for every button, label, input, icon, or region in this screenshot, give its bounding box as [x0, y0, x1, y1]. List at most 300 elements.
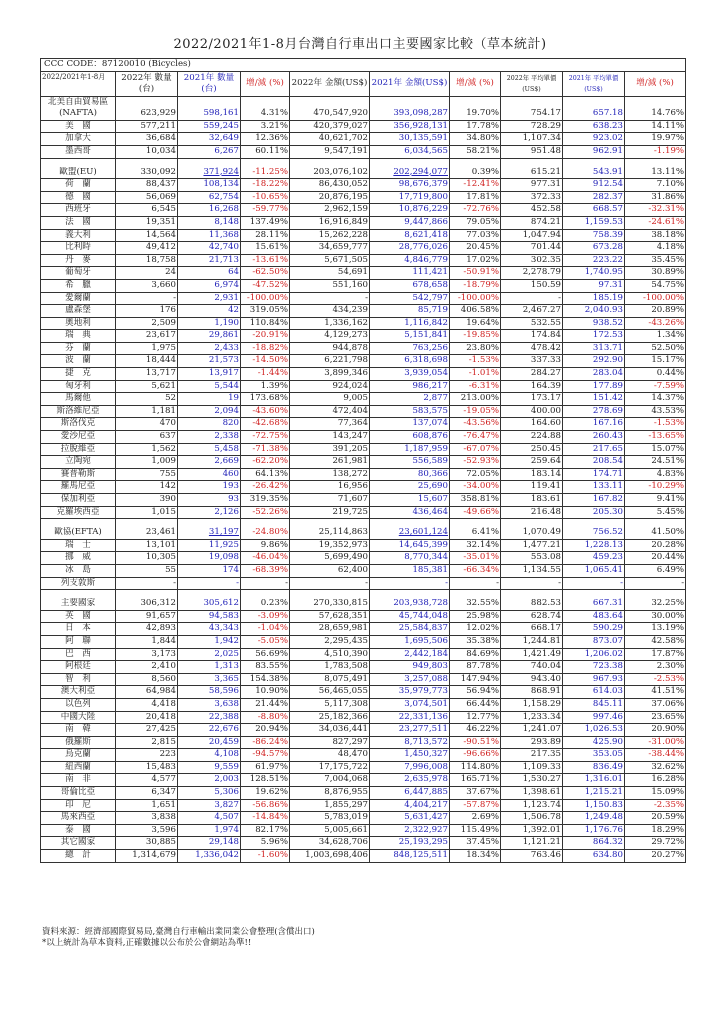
table-row [41, 317, 686, 330]
qty-change-cell: 319.05% [241, 305, 290, 318]
country-name: 巴 西 [41, 648, 116, 661]
unit-price-2022-cell: 1,233.34 [501, 711, 563, 724]
unit-price-2022-cell: 1,123.74 [501, 799, 563, 812]
value-2021-cell: 85,719 [370, 305, 450, 318]
qty-2021-cell: 1,313 [178, 661, 241, 674]
spacer-cell [501, 590, 563, 599]
header-row [41, 71, 686, 96]
qty-change-cell: -24.80% [241, 527, 290, 539]
unit-price-2022-cell: 532.55 [501, 317, 563, 330]
qty-change-cell: 110.84% [241, 317, 290, 330]
unit-price-change-cell: 15.17% [625, 355, 686, 368]
qty-2022-cell: 4,577 [116, 774, 178, 787]
unit-price-change-cell: 20.59% [625, 812, 686, 825]
value-2021-cell: 80,366 [370, 468, 450, 481]
qty-2022-cell: 2,410 [116, 661, 178, 674]
country-name: 英 國 [41, 610, 116, 623]
unit-price-2022-cell: - [501, 577, 563, 590]
value-change-cell: 18.34% [450, 850, 501, 863]
value-2022-cell: 16,956 [290, 481, 370, 494]
value-2021-cell: 23,601,124 [370, 527, 450, 539]
value-2021-cell: 1,116,842 [370, 317, 450, 330]
qty-2022-cell: 577,211 [116, 120, 178, 133]
unit-price-change-cell: 2.30% [625, 661, 686, 674]
qty-change-cell: -59.77% [241, 204, 290, 217]
unit-price-2021-cell: 1,206.02 [563, 648, 625, 661]
country-name: 歐協(EFTA) [41, 527, 116, 539]
unit-price-change-cell: 30.00% [625, 610, 686, 623]
country-name: 日 本 [41, 623, 116, 636]
unit-price-change-cell: - [625, 577, 686, 590]
disclaimer-note: *以上統計為草本資料,正確數據以公布於公會網站為準!! [42, 938, 252, 948]
value-2022-cell: 8,876,955 [290, 787, 370, 800]
export-comparison-table [40, 58, 686, 863]
header-unit-price-2021: 2021年 平均單價(US$) [563, 71, 625, 96]
unit-price-2022-cell: 943.40 [501, 673, 563, 686]
qty-2021-cell: 5,306 [178, 787, 241, 800]
value-2022-cell: 86,430,052 [290, 179, 370, 192]
qty-change-cell: 64.13% [241, 468, 290, 481]
spacer-cell [41, 519, 116, 528]
unit-price-2021-cell: 668.57 [563, 204, 625, 217]
unit-price-2022-cell: 1,421.49 [501, 648, 563, 661]
value-2021-cell: 3,939,054 [370, 368, 450, 381]
qty-2022-cell: 176 [116, 305, 178, 318]
unit-price-2022-cell: 174.84 [501, 330, 563, 343]
qty-2022-cell: 330,092 [116, 167, 178, 179]
qty-2021-cell: 2,433 [178, 342, 241, 355]
unit-price-2021-cell: 425.90 [563, 736, 625, 749]
value-change-cell: -12.41% [450, 179, 501, 192]
header-value-2022: 2022年 金額(US$) [290, 71, 370, 96]
unit-price-change-cell: 41.51% [625, 686, 686, 699]
unit-price-change-cell: 20.28% [625, 539, 686, 552]
qty-change-cell: 5.96% [241, 837, 290, 850]
value-change-cell: 406.58% [450, 305, 501, 318]
value-2021-cell: 137,074 [370, 418, 450, 431]
value-2022-cell: 270,330,815 [290, 598, 370, 610]
unit-price-change-cell: -32.31% [625, 204, 686, 217]
value-2022-cell: 62,400 [290, 564, 370, 577]
qty-2022-cell: 42,893 [116, 623, 178, 636]
country-name: 西班牙 [41, 204, 116, 217]
spacer-cell [241, 519, 290, 528]
qty-change-cell: -43.60% [241, 405, 290, 418]
empty-cell [450, 96, 501, 108]
value-change-cell: -18.79% [450, 279, 501, 292]
value-2022-cell: 5,699,490 [290, 552, 370, 565]
unit-price-2021-cell: 260.43 [563, 431, 625, 444]
empty-cell [116, 96, 178, 108]
value-2022-cell: 944,878 [290, 342, 370, 355]
value-2021-cell: 848,125,511 [370, 850, 450, 863]
qty-2021-cell: 2,003 [178, 774, 241, 787]
unit-price-2022-cell: 553.08 [501, 552, 563, 565]
qty-2021-cell: 5,544 [178, 380, 241, 393]
unit-price-2021-cell: - [563, 577, 625, 590]
qty-change-cell: 82.17% [241, 824, 290, 837]
qty-2022-cell: 1,015 [116, 506, 178, 519]
unit-price-change-cell: 14.76% [625, 108, 686, 120]
qty-2022-cell: 19,351 [116, 216, 178, 229]
value-2022-cell: 3,899,346 [290, 368, 370, 381]
spacer-cell [178, 158, 241, 167]
unit-price-2021-cell: 1,150.83 [563, 799, 625, 812]
value-change-cell: 358.81% [450, 494, 501, 507]
qty-change-cell: 137.49% [241, 216, 290, 229]
qty-change-cell: -71.38% [241, 443, 290, 456]
value-change-cell: -66.34% [450, 564, 501, 577]
country-name: 匈牙利 [41, 380, 116, 393]
unit-price-change-cell: 30.89% [625, 267, 686, 280]
country-name: 挪 威 [41, 552, 116, 565]
qty-change-cell: 319.35% [241, 494, 290, 507]
qty-2022-cell: 3,660 [116, 279, 178, 292]
qty-2021-cell: 4,108 [178, 749, 241, 762]
value-2021-cell: 5,151,841 [370, 330, 450, 343]
table-row [41, 380, 686, 393]
empty-cell [625, 96, 686, 108]
value-change-cell: 25.98% [450, 610, 501, 623]
code-row [41, 59, 686, 72]
qty-2021-cell: 5,458 [178, 443, 241, 456]
header-unit-price-change: 增/減 (%) [625, 71, 686, 96]
unit-price-2022-cell: 337.33 [501, 355, 563, 368]
spacer-cell [501, 158, 563, 167]
qty-change-cell: -5.05% [241, 635, 290, 648]
value-change-cell: 114.80% [450, 761, 501, 774]
unit-price-2021-cell: 723.38 [563, 661, 625, 674]
value-change-cell: -76.47% [450, 431, 501, 444]
country-name: 南 韓 [41, 724, 116, 737]
value-2022-cell: 19,352,973 [290, 539, 370, 552]
qty-2021-cell: 1,942 [178, 635, 241, 648]
value-change-cell: 77.03% [450, 229, 501, 242]
qty-2021-cell: 2,094 [178, 405, 241, 418]
qty-2022-cell: 56,069 [116, 191, 178, 204]
value-change-cell: 35.38% [450, 635, 501, 648]
value-2022-cell: 1,783,508 [290, 661, 370, 674]
unit-price-change-cell: 23.65% [625, 711, 686, 724]
qty-change-cell: 128.51% [241, 774, 290, 787]
qty-change-cell: 83.55% [241, 661, 290, 674]
qty-2021-cell: 108,134 [178, 179, 241, 192]
qty-change-cell: 28.11% [241, 229, 290, 242]
country-name: 墨西哥 [41, 145, 116, 158]
table-row [41, 279, 686, 292]
qty-2021-cell: 9,559 [178, 761, 241, 774]
empty-cell [501, 96, 563, 108]
qty-change-cell: 20.94% [241, 724, 290, 737]
unit-price-2021-cell: 185.19 [563, 292, 625, 305]
country-name: 波 蘭 [41, 355, 116, 368]
unit-price-2021-cell: 353.05 [563, 749, 625, 762]
qty-change-cell: -11.25% [241, 167, 290, 179]
unit-price-change-cell: 7.10% [625, 179, 686, 192]
unit-price-2021-cell: 167.16 [563, 418, 625, 431]
qty-2022-cell: 10,034 [116, 145, 178, 158]
empty-cell [290, 96, 370, 108]
qty-change-cell: - [241, 577, 290, 590]
value-2022-cell: 77,364 [290, 418, 370, 431]
spacer-cell [625, 590, 686, 599]
spacer-cell [116, 519, 178, 528]
qty-2021-cell: 305,612 [178, 598, 241, 610]
qty-2021-cell: 29,148 [178, 837, 241, 850]
qty-2022-cell: 27,425 [116, 724, 178, 737]
spacer-cell [178, 590, 241, 599]
header-qty-2021: 2021年 數量(台) [178, 71, 241, 96]
value-2022-cell: 1,003,698,406 [290, 850, 370, 863]
value-2022-cell: 219,725 [290, 506, 370, 519]
qty-2021-cell: 13,917 [178, 368, 241, 381]
value-2021-cell: 15,607 [370, 494, 450, 507]
country-name: 斯洛維尼亞 [41, 405, 116, 418]
unit-price-2022-cell: 1,530.27 [501, 774, 563, 787]
value-2021-cell: 583,575 [370, 405, 450, 418]
value-change-cell: 2.69% [450, 812, 501, 825]
country-name: 荷 蘭 [41, 179, 116, 192]
unit-price-change-cell: 6.49% [625, 564, 686, 577]
value-2022-cell: 434,239 [290, 305, 370, 318]
unit-price-2022-cell: 302.35 [501, 254, 563, 267]
country-name: 主要國家 [41, 598, 116, 610]
value-2022-cell: 28,659,981 [290, 623, 370, 636]
value-2021-cell: 8,621,418 [370, 229, 450, 242]
qty-2022-cell: 10,305 [116, 552, 178, 565]
qty-2022-cell: 637 [116, 431, 178, 444]
value-2021-cell: 28,776,026 [370, 242, 450, 255]
qty-2022-cell: 470 [116, 418, 178, 431]
value-2021-cell: 22,331,136 [370, 711, 450, 724]
qty-2021-cell: 1,974 [178, 824, 241, 837]
unit-price-2022-cell: 951.48 [501, 145, 563, 158]
value-change-cell: -19.05% [450, 405, 501, 418]
qty-change-cell: -42.68% [241, 418, 290, 431]
value-2021-cell: 8,770,344 [370, 552, 450, 565]
qty-2021-cell: 6,974 [178, 279, 241, 292]
unit-price-change-cell: 38.18% [625, 229, 686, 242]
country-name: 歐盟(EU) [41, 167, 116, 179]
table-row [41, 673, 686, 686]
unit-price-2021-cell: 638.23 [563, 120, 625, 133]
qty-change-cell: -8.80% [241, 711, 290, 724]
unit-price-2022-cell: 2,467.27 [501, 305, 563, 318]
qty-change-cell: 60.11% [241, 145, 290, 158]
value-2021-cell: 4,404,217 [370, 799, 450, 812]
qty-2021-cell: 1,336,042 [178, 850, 241, 863]
unit-price-change-cell: -7.59% [625, 380, 686, 393]
qty-2021-cell: 559,245 [178, 120, 241, 133]
unit-price-2021-cell: 673.28 [563, 242, 625, 255]
qty-2022-cell: 49,412 [116, 242, 178, 255]
value-2022-cell: - [290, 577, 370, 590]
unit-price-2021-cell: 205.30 [563, 506, 625, 519]
qty-2021-cell: 2,669 [178, 456, 241, 469]
unit-price-2022-cell: 217.35 [501, 749, 563, 762]
qty-2021-cell: 62,754 [178, 191, 241, 204]
value-2021-cell: 949,803 [370, 661, 450, 674]
qty-2022-cell: 3,838 [116, 812, 178, 825]
unit-price-2021-cell: 1,065.41 [563, 564, 625, 577]
unit-price-2021-cell: 1,176.76 [563, 824, 625, 837]
value-2022-cell: 5,005,661 [290, 824, 370, 837]
qty-2021-cell: 1,190 [178, 317, 241, 330]
table-row [41, 418, 686, 431]
qty-2021-cell: 31,197 [178, 527, 241, 539]
qty-change-cell: 56.69% [241, 648, 290, 661]
qty-2021-cell: 3,827 [178, 799, 241, 812]
value-2021-cell: 6,447,885 [370, 787, 450, 800]
value-change-cell: 72.05% [450, 468, 501, 481]
table-row [41, 494, 686, 507]
table-row [41, 145, 686, 158]
value-change-cell: 32.14% [450, 539, 501, 552]
unit-price-change-cell: -31.00% [625, 736, 686, 749]
value-2022-cell: 34,036,441 [290, 724, 370, 737]
table-row [41, 305, 686, 318]
qty-2022-cell: 6,347 [116, 787, 178, 800]
unit-price-change-cell: -24.61% [625, 216, 686, 229]
qty-2021-cell: 64 [178, 267, 241, 280]
qty-change-cell: -10.65% [241, 191, 290, 204]
unit-price-change-cell: 15.09% [625, 787, 686, 800]
country-name: 愛爾蘭 [41, 292, 116, 305]
qty-2021-cell: 20,459 [178, 736, 241, 749]
unit-price-2021-cell: 614.03 [563, 686, 625, 699]
unit-price-change-cell: 43.53% [625, 405, 686, 418]
unit-price-2022-cell: 119.41 [501, 481, 563, 494]
unit-price-change-cell: 0.44% [625, 368, 686, 381]
spacer-cell [41, 590, 116, 599]
value-change-cell: 115.49% [450, 824, 501, 837]
value-change-cell: 19.64% [450, 317, 501, 330]
table-row [41, 468, 686, 481]
value-2021-cell: 111,421 [370, 267, 450, 280]
unit-price-2021-cell: 172.53 [563, 330, 625, 343]
qty-2022-cell: 8,560 [116, 673, 178, 686]
value-change-cell: 56.94% [450, 686, 501, 699]
country-name: 捷 克 [41, 368, 116, 381]
unit-price-change-cell: 20.90% [625, 724, 686, 737]
table-row [41, 724, 686, 737]
qty-change-cell: -26.42% [241, 481, 290, 494]
value-2021-cell: 45,744,048 [370, 610, 450, 623]
value-2022-cell: 2,295,435 [290, 635, 370, 648]
unit-price-2022-cell: 882.53 [501, 598, 563, 610]
value-2021-cell: - [370, 577, 450, 590]
value-2022-cell: 5,783,019 [290, 812, 370, 825]
spacer-cell [178, 519, 241, 528]
unit-price-change-cell: 17.87% [625, 648, 686, 661]
unit-price-change-cell: 5.45% [625, 506, 686, 519]
value-change-cell: -35.01% [450, 552, 501, 565]
value-change-cell: -57.87% [450, 799, 501, 812]
unit-price-change-cell: 15.07% [625, 443, 686, 456]
qty-2021-cell: 6,267 [178, 145, 241, 158]
export-table-wrap [40, 58, 685, 863]
qty-change-cell: 19.62% [241, 787, 290, 800]
value-2021-cell: 14,645,399 [370, 539, 450, 552]
country-name: 烏克蘭 [41, 749, 116, 762]
value-change-cell: -6.31% [450, 380, 501, 393]
country-name: 拉脫維亞 [41, 443, 116, 456]
value-2021-cell: 986,217 [370, 380, 450, 393]
country-name: 紐西蘭 [41, 761, 116, 774]
value-change-cell: - [450, 577, 501, 590]
country-name: 瑞 士 [41, 539, 116, 552]
unit-price-2022-cell: 250.45 [501, 443, 563, 456]
value-2021-cell: 98,676,379 [370, 179, 450, 192]
qty-change-cell: -52.26% [241, 506, 290, 519]
unit-price-2022-cell: 740.04 [501, 661, 563, 674]
qty-2021-cell: 2,931 [178, 292, 241, 305]
value-2021-cell: 6,034,565 [370, 145, 450, 158]
country-name: 澳大利亞 [41, 686, 116, 699]
unit-price-2021-cell: 845.11 [563, 698, 625, 711]
value-2022-cell: 827,297 [290, 736, 370, 749]
unit-price-change-cell: 52.50% [625, 342, 686, 355]
qty-2022-cell: 36,684 [116, 133, 178, 146]
unit-price-2022-cell: 874.21 [501, 216, 563, 229]
unit-price-2022-cell: 173.17 [501, 393, 563, 406]
qty-2021-cell: 11,368 [178, 229, 241, 242]
ccc-code-label: CCC CODE：87120010 (Bicycles) [41, 59, 686, 72]
qty-change-cell: 61.97% [241, 761, 290, 774]
unit-price-change-cell: 37.06% [625, 698, 686, 711]
qty-change-cell: -18.22% [241, 179, 290, 192]
unit-price-change-cell: -43.26% [625, 317, 686, 330]
unit-price-change-cell: 29.72% [625, 837, 686, 850]
unit-price-2021-cell: 1,026.53 [563, 724, 625, 737]
unit-price-2022-cell: 1,477.21 [501, 539, 563, 552]
value-change-cell: -90.51% [450, 736, 501, 749]
table-row [41, 850, 686, 863]
table-row [41, 837, 686, 850]
value-2022-cell: 9,547,191 [290, 145, 370, 158]
spacer-cell [290, 519, 370, 528]
spacer-cell [625, 158, 686, 167]
unit-price-2021-cell: 1,159.53 [563, 216, 625, 229]
table-row [41, 824, 686, 837]
unit-price-change-cell: -13.65% [625, 431, 686, 444]
unit-price-2022-cell: 1,134.55 [501, 564, 563, 577]
unit-price-2022-cell: 1,506.78 [501, 812, 563, 825]
value-2022-cell: 48,470 [290, 749, 370, 762]
unit-price-2022-cell: 615.21 [501, 167, 563, 179]
value-2022-cell: 16,916,849 [290, 216, 370, 229]
unit-price-change-cell: 20.44% [625, 552, 686, 565]
table-row [41, 108, 686, 120]
qty-change-cell: -47.52% [241, 279, 290, 292]
qty-change-cell: 3.21% [241, 120, 290, 133]
table-row [41, 564, 686, 577]
table-row [41, 133, 686, 146]
unit-price-2021-cell: 217.65 [563, 443, 625, 456]
value-change-cell: 87.78% [450, 661, 501, 674]
qty-2022-cell: 1,009 [116, 456, 178, 469]
unit-price-2022-cell: 728.29 [501, 120, 563, 133]
value-2022-cell: 34,628,706 [290, 837, 370, 850]
value-2022-cell: 40,621,702 [290, 133, 370, 146]
value-2022-cell: 2,962,159 [290, 204, 370, 217]
country-name: 阿 聯 [41, 635, 116, 648]
qty-2021-cell: 193 [178, 481, 241, 494]
unit-price-2021-cell: 292.90 [563, 355, 625, 368]
qty-2022-cell: 1,651 [116, 799, 178, 812]
unit-price-2021-cell: 912.54 [563, 179, 625, 192]
table-row [41, 443, 686, 456]
